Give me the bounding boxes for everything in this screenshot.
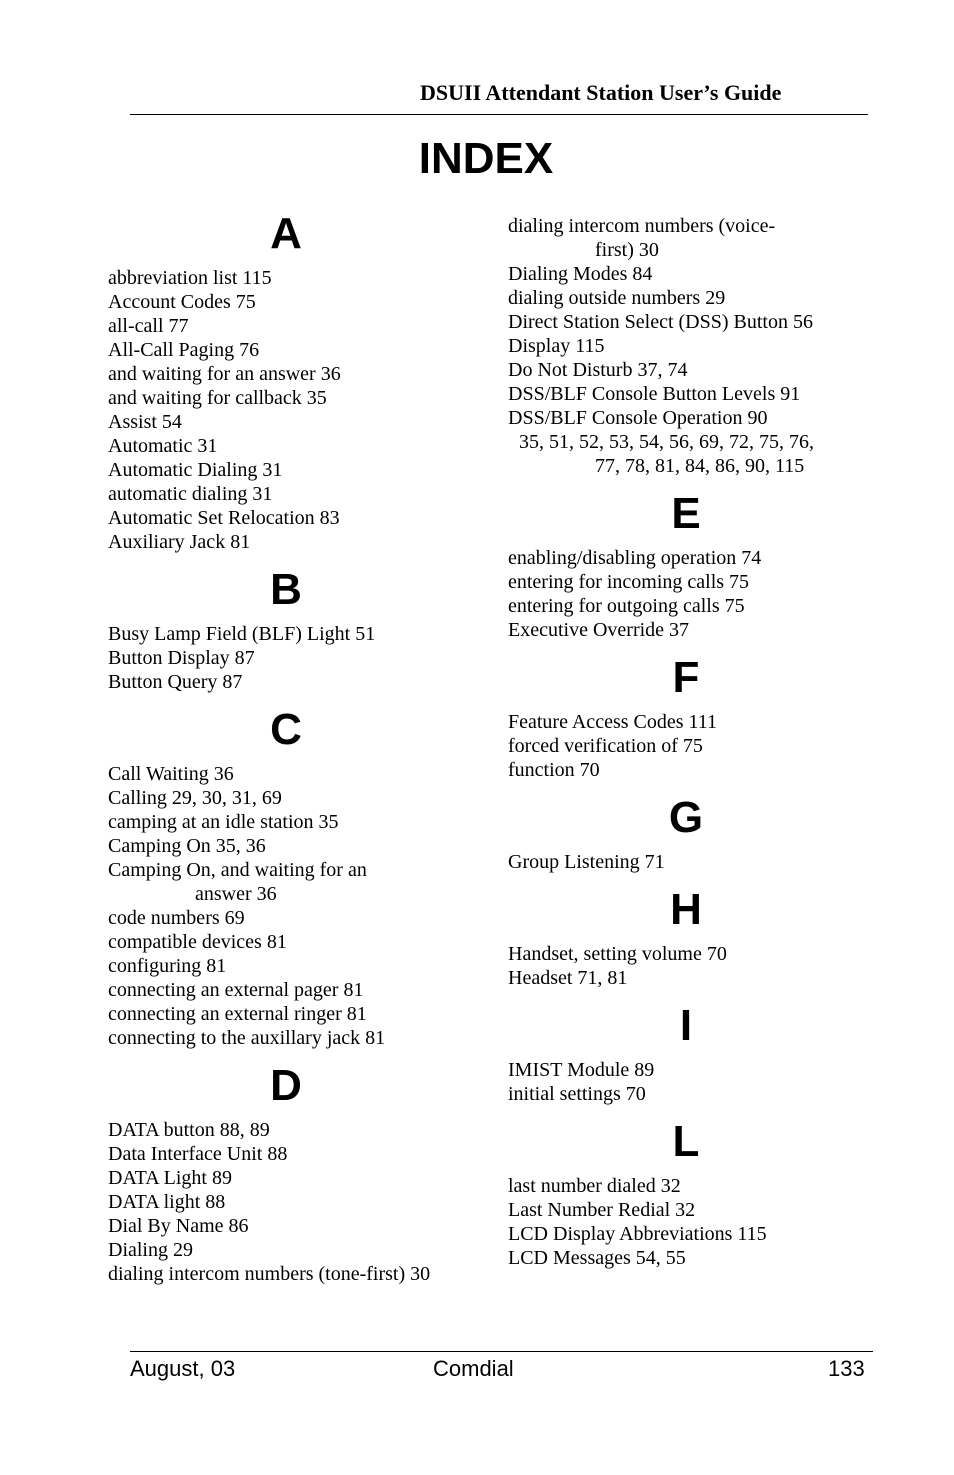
section-letter-d: D [270, 1061, 302, 1110]
section-letter-l: L [672, 1117, 700, 1166]
section-letter-e: E [671, 489, 701, 538]
section-letter-g: G [668, 793, 704, 842]
index-entry: Last Number Redial 32 [508, 1199, 696, 1221]
index-entry: dialing outside numbers 29 [508, 287, 726, 309]
index-entry: configuring 81 [108, 955, 227, 977]
index-entry: connecting an external ringer 81 [108, 1003, 367, 1025]
section-letter-i: I [679, 1001, 693, 1050]
index-entry: entering for incoming calls 75 [508, 571, 750, 593]
section-letter-c: C [270, 705, 302, 754]
index-entry: Data Interface Unit 88 [108, 1143, 288, 1165]
index-entry: DSS/BLF Console Operation 90 [508, 407, 768, 429]
index-entry: initial settings 70 [508, 1083, 646, 1105]
index-entry: forced verification of 75 [508, 735, 703, 757]
index-entry: DATA Light 89 [108, 1167, 232, 1189]
index-entry: Handset, setting volume 70 [508, 943, 727, 965]
index-entry: Button Query 87 [108, 671, 243, 693]
index-entry: LCD Display Abbreviations 115 [508, 1223, 767, 1245]
index-entry-continuation: answer 36 [195, 883, 277, 905]
footer-rule [130, 1351, 873, 1352]
section-letter-h: H [670, 885, 702, 934]
index-entry: Group Listening 71 [508, 851, 665, 873]
index-entry: and waiting for an answer 36 [108, 363, 341, 385]
index-entry: compatible devices 81 [108, 931, 287, 953]
index-entry-continuation: first) 30 [595, 239, 659, 261]
index-entry: Headset 71, 81 [508, 967, 628, 989]
index-entry-continuation: 35, 51, 52, 53, 54, 56, 69, 72, 75, 76, [519, 431, 814, 453]
section-letter-a: A [270, 209, 302, 258]
page-title: INDEX [418, 134, 554, 183]
index-entry: Busy Lamp Field (BLF) Light 51 [108, 623, 376, 645]
index-entry: enabling/disabling operation 74 [508, 547, 762, 569]
index-entry: Executive Override 37 [508, 619, 690, 641]
index-entry: Assist 54 [108, 411, 182, 433]
index-entry: Camping On, and waiting for an [108, 859, 367, 881]
index-entry-continuation: 77, 78, 81, 84, 86, 90, 115 [595, 455, 805, 477]
index-entry: abbreviation list 115 [108, 267, 272, 289]
index-entry: All-Call Paging 76 [108, 339, 260, 361]
running-header: DSUII Attendant Station User’s Guide [420, 80, 782, 105]
index-entry: DSS/BLF Console Button Levels 91 [508, 383, 801, 405]
index-entry: Do Not Disturb 37, 74 [508, 359, 688, 381]
index-entry: Direct Station Select (DSS) Button 56 [508, 311, 813, 333]
index-entry: dialing intercom numbers (tone-first) 30 [108, 1263, 431, 1285]
index-entry: Call Waiting 36 [108, 763, 234, 785]
footer-page-number: 133 [828, 1356, 865, 1381]
index-entry: Automatic 31 [108, 435, 218, 457]
section-letter-b: B [270, 565, 302, 614]
index-entry: Dialing Modes 84 [508, 263, 653, 285]
index-entry: code numbers 69 [108, 907, 245, 929]
index-entry: all-call 77 [108, 315, 189, 337]
footer-date: August, 03 [130, 1356, 236, 1381]
index-entry: last number dialed 32 [508, 1175, 681, 1197]
index-entry: and waiting for callback 35 [108, 387, 327, 409]
index-entry: DATA button 88, 89 [108, 1119, 270, 1141]
index-entry: Automatic Set Relocation 83 [108, 507, 340, 529]
index-entry: camping at an idle station 35 [108, 811, 339, 833]
index-column-right [508, 214, 868, 1270]
index-entry: Button Display 87 [108, 647, 255, 669]
index-entry: dialing intercom numbers (voice- [508, 215, 776, 237]
index-entry: automatic dialing 31 [108, 483, 273, 505]
index-entry: connecting an external pager 81 [108, 979, 364, 1001]
index-entry: entering for outgoing calls 75 [508, 595, 745, 617]
index-entry: Calling 29, 30, 31, 69 [108, 787, 282, 809]
index-column-left [108, 208, 478, 1286]
index-entry: IMIST Module 89 [508, 1059, 655, 1081]
index-entry: Auxiliary Jack 81 [108, 531, 251, 553]
index-entry: DATA light 88 [108, 1191, 226, 1213]
index-entry: Automatic Dialing 31 [108, 459, 283, 481]
index-entry: connecting to the auxillary jack 81 [108, 1027, 386, 1049]
footer-company: Comdial [433, 1356, 514, 1381]
index-entry: LCD Messages 54, 55 [508, 1247, 686, 1269]
index-entry: Dial By Name 86 [108, 1215, 249, 1237]
index-entry: Account Codes 75 [108, 291, 256, 313]
index-entry: function 70 [508, 759, 600, 781]
header-rule [130, 114, 868, 115]
section-letter-f: F [672, 653, 700, 702]
index-entry: Feature Access Codes 111 [508, 711, 718, 733]
index-entry: Camping On 35, 36 [108, 835, 266, 857]
index-entry: Dialing 29 [108, 1239, 193, 1261]
index-entry: Display 115 [508, 335, 605, 357]
